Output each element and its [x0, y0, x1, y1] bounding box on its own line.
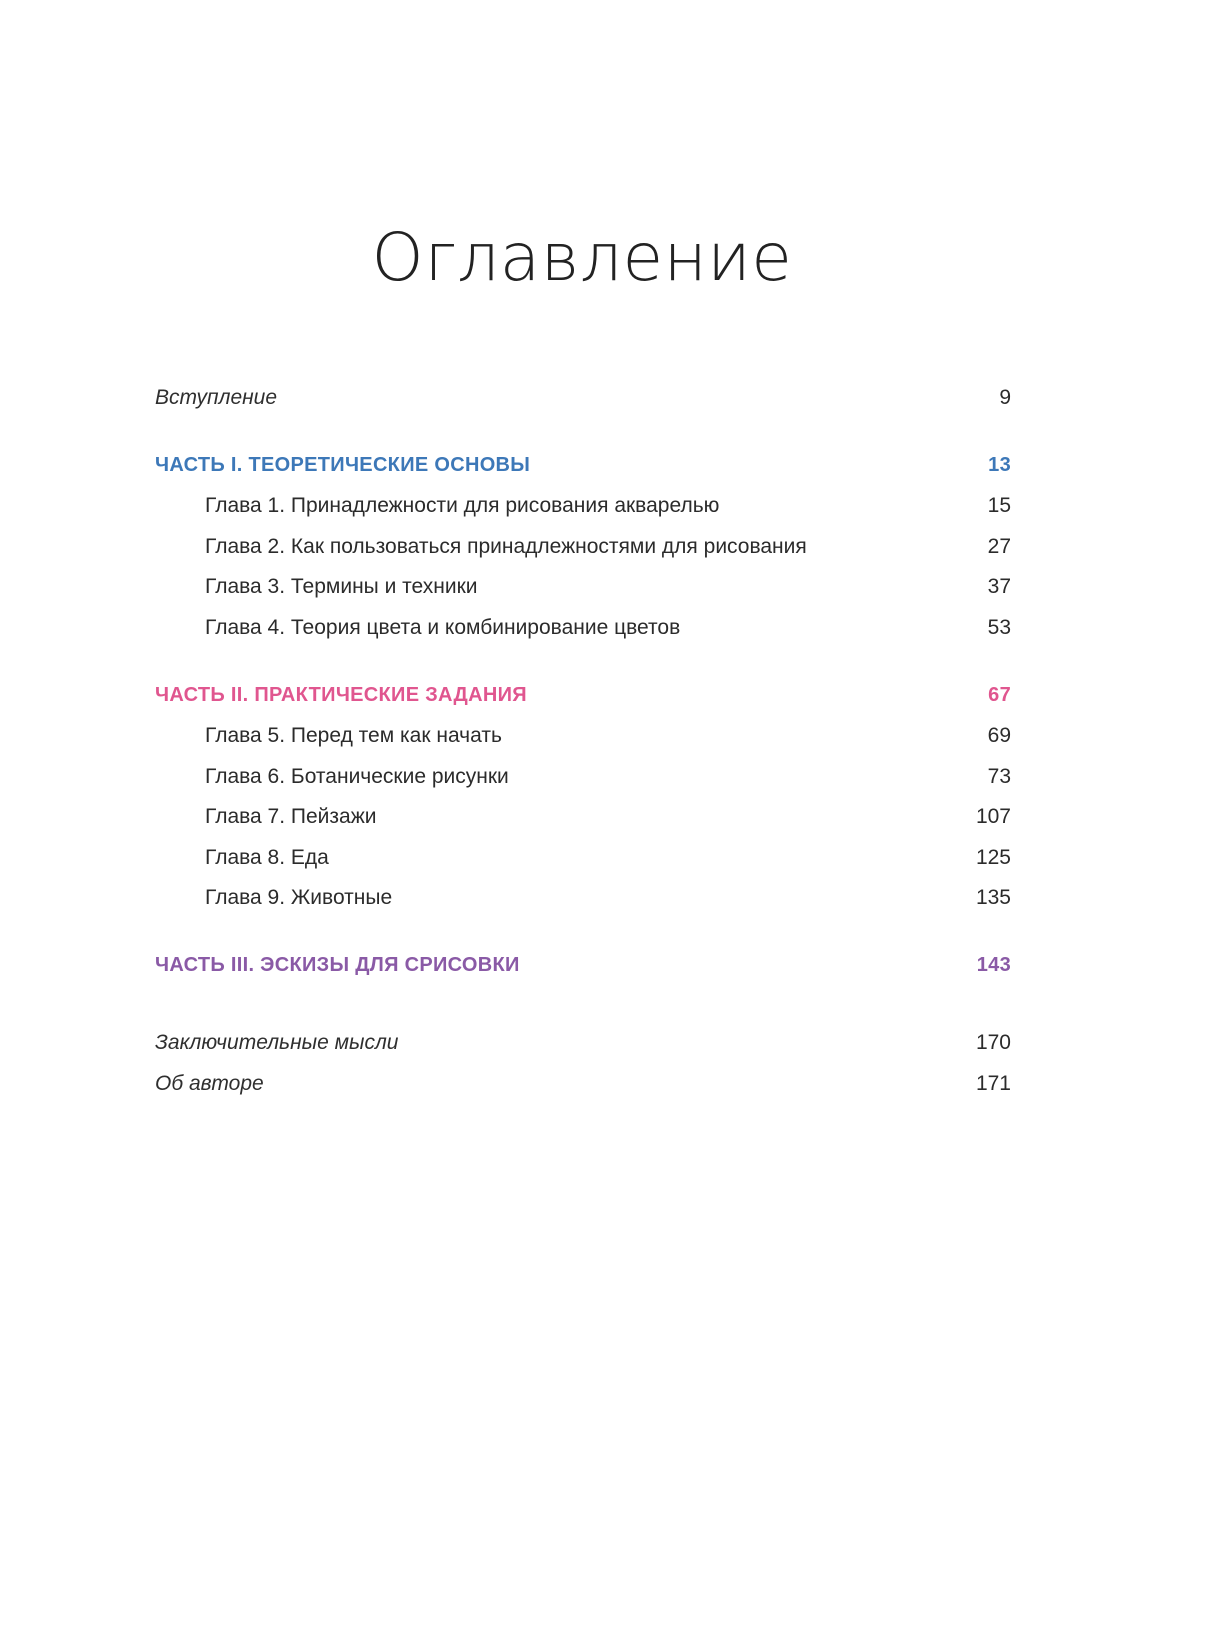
toc-chapter-label: Глава 7. Пейзажи: [205, 805, 377, 828]
toc-page-number: 107: [975, 805, 1011, 828]
toc-part-3[interactable]: [155, 949, 1011, 981]
toc-entry-introduction[interactable]: [155, 382, 1011, 414]
toc-part-label: ЧАСТЬ II. ПРАКТИЧЕСКИЕ ЗАДАНИЯ: [155, 684, 527, 706]
toc-chapter-label: Глава 1. Принадлежности для рисования акварелью: [205, 494, 720, 517]
toc-page-number: 13: [988, 454, 1011, 476]
toc-chapter-5[interactable]: [155, 720, 1011, 752]
toc-part-2[interactable]: [155, 679, 1011, 711]
toc-part-label: ЧАСТЬ III. ЭСКИЗЫ ДЛЯ СРИСОВКИ: [155, 954, 520, 976]
toc-chapter-label: Глава 4. Теория цвета и комбинирование цветов: [205, 616, 681, 639]
toc-chapter-3[interactable]: [155, 571, 1011, 603]
toc-page-number: 125: [975, 846, 1011, 869]
page-title: Оглавление: [371, 219, 793, 296]
toc-page-number: 143: [976, 954, 1011, 976]
toc-chapter-6[interactable]: [155, 761, 1011, 793]
toc-entry-label: Вступление: [155, 386, 278, 409]
toc-chapter-1[interactable]: [155, 490, 1011, 522]
toc-chapter-label: Глава 9. Животные: [205, 886, 393, 909]
toc-chapter-4[interactable]: [155, 612, 1011, 644]
toc-chapter-2[interactable]: [155, 531, 1011, 563]
toc-page-number: 15: [987, 494, 1011, 517]
toc-chapter-label: Глава 8. Еда: [205, 846, 329, 869]
toc-page-number: 9: [999, 386, 1011, 409]
toc-entry-label: Об авторе: [155, 1072, 264, 1095]
toc-entry-closing-thoughts[interactable]: [155, 1027, 1011, 1059]
toc-page-number: 69: [987, 724, 1011, 747]
toc-page-number: 67: [988, 684, 1011, 706]
toc-chapter-9[interactable]: [155, 882, 1011, 914]
toc-chapter-8[interactable]: [155, 842, 1011, 874]
toc-page-number: 135: [975, 886, 1011, 909]
toc-page-number: 171: [975, 1072, 1011, 1095]
toc-entry-about-author[interactable]: [155, 1068, 1011, 1100]
toc-chapter-label: Глава 3. Термины и техники: [205, 575, 478, 598]
toc-part-label: ЧАСТЬ I. ТЕОРЕТИЧЕСКИЕ ОСНОВЫ: [155, 454, 531, 476]
toc-chapter-label: Глава 6. Ботанические рисунки: [205, 765, 509, 788]
toc-chapter-label: Глава 2. Как пользоваться принадлежностями для рисования: [205, 535, 807, 558]
toc-chapter-7[interactable]: [155, 801, 1011, 833]
toc-page-number: 170: [975, 1031, 1011, 1054]
toc-page-number: 37: [987, 575, 1011, 598]
toc-chapter-label: Глава 5. Перед тем как начать: [205, 724, 502, 747]
toc-part-1[interactable]: [155, 449, 1011, 481]
toc-page-number: 73: [987, 765, 1011, 788]
toc-page-number: 53: [987, 616, 1011, 639]
toc-entry-label: Заключительные мысли: [155, 1031, 399, 1054]
toc-page-number: 27: [987, 535, 1011, 558]
